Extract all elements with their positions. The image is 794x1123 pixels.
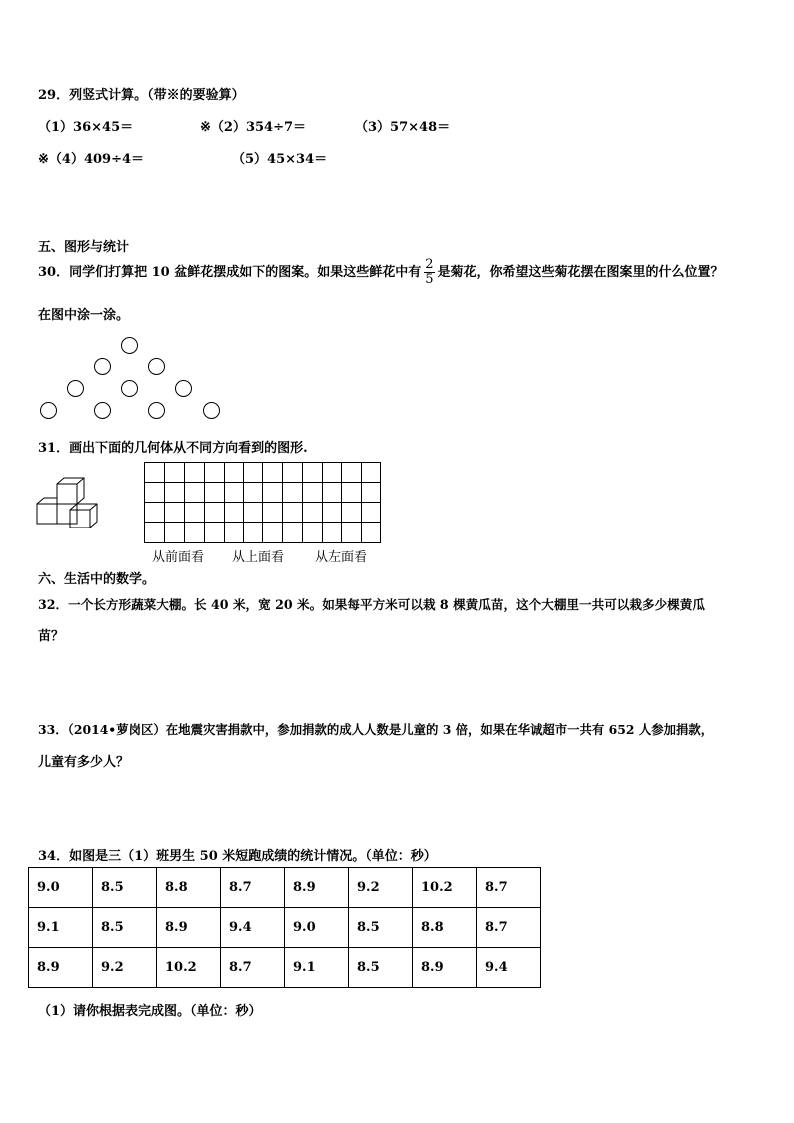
q33-line1: 33．（2014•萝岗区）在地震灾害捐款中，参加捐款的成人人数是儿童的 3 倍，如果在华诚超市一共有 652 人参加捐款，: [38, 722, 714, 737]
cube-solid-figure: [36, 476, 108, 528]
table-cell: 9.4: [477, 948, 541, 988]
table-cell: 9.4: [221, 908, 285, 948]
table-cell: 8.5: [93, 908, 157, 948]
label-top-view: 从上面看: [232, 550, 285, 565]
q30-line1: [38, 258, 724, 288]
table-cell: 8.5: [93, 868, 157, 908]
section-six-heading: 六、生活中的数学。: [38, 572, 156, 587]
q30-fraction: [424, 258, 434, 287]
flower-circle[interactable]: [121, 380, 138, 397]
table-cell: 8.9: [413, 948, 477, 988]
q32-line2: 苗？: [38, 629, 65, 644]
table-cell: 8.5: [349, 948, 413, 988]
q31-title: 31．画出下面的几何体从不同方向看到的图形.: [38, 441, 308, 456]
table-cell: 8.9: [29, 948, 93, 988]
label-left-view: 从左面看: [315, 550, 368, 565]
q29-item-2: ※（2）354÷7＝: [200, 120, 307, 135]
q29-title: 29．列竖式计算。（带※的要验算）: [38, 88, 245, 103]
table-cell: 8.7: [477, 868, 541, 908]
table-cell: 9.0: [29, 868, 93, 908]
flower-circle[interactable]: [121, 337, 138, 354]
table-cell: 8.5: [349, 908, 413, 948]
q30-text-before: 30．同学们打算把 10 盆鲜花摆成如下的图案。如果这些鲜花中有: [38, 265, 422, 280]
table-cell: 9.0: [285, 908, 349, 948]
table-cell: 9.2: [93, 948, 157, 988]
table-cell: 8.8: [413, 908, 477, 948]
flower-circle[interactable]: [148, 402, 165, 419]
q30-fraction-numerator: 2: [425, 257, 434, 272]
table-cell: 8.9: [157, 908, 221, 948]
view-grid[interactable]: [144, 462, 382, 544]
table-row: [29, 948, 541, 988]
q29-item-4: ※（4）409÷4＝: [38, 152, 145, 167]
q33-line2: 儿童有多少人？: [38, 755, 130, 770]
table-row: [29, 868, 541, 908]
q34-sub-question-1: （1）请你根据表完成图。（单位：秒）: [38, 1004, 262, 1019]
q29-item-3: （3）57×48＝: [355, 120, 451, 135]
q29-item-5: （5）45×34＝: [232, 152, 328, 167]
table-row: [29, 908, 541, 948]
table-cell: 8.8: [157, 868, 221, 908]
flower-circle[interactable]: [148, 358, 165, 375]
table-cell: 9.2: [349, 868, 413, 908]
q30-text-after: 是菊花，你希望这些菊花摆在图案里的什么位置？: [437, 265, 724, 280]
q30-line2: 在图中涂一涂。: [38, 308, 130, 323]
table-cell: 8.7: [221, 948, 285, 988]
q29-item-1: （1）36×45＝: [38, 120, 134, 135]
flower-circle[interactable]: [175, 380, 192, 397]
table-cell: 10.2: [157, 948, 221, 988]
scores-table: [28, 867, 541, 988]
label-front-view: 从前面看: [152, 550, 205, 565]
flower-circle[interactable]: [94, 358, 111, 375]
flower-circle[interactable]: [67, 380, 84, 397]
flower-circle[interactable]: [94, 402, 111, 419]
flower-circle[interactable]: [203, 402, 220, 419]
q32-line1: 32．一个长方形蔬菜大棚。长 40 米，宽 20 米。如果每平方米可以栽 8 棵黄瓜苗，这个大棚里一共可以栽多少棵黄瓜: [38, 597, 705, 612]
q30-fraction-denominator: 5: [425, 272, 434, 287]
table-cell: 9.1: [285, 948, 349, 988]
table-cell: 9.1: [29, 908, 93, 948]
table-cell: 8.7: [221, 868, 285, 908]
table-cell: 10.2: [413, 868, 477, 908]
section-five-heading: 五、图形与统计: [38, 240, 130, 255]
flower-circle[interactable]: [40, 402, 57, 419]
q34-title: 34．如图是三（1）班男生 50 米短跑成绩的统计情况。（单位：秒）: [38, 849, 437, 864]
table-cell: 8.9: [285, 868, 349, 908]
table-cell: 8.7: [477, 908, 541, 948]
